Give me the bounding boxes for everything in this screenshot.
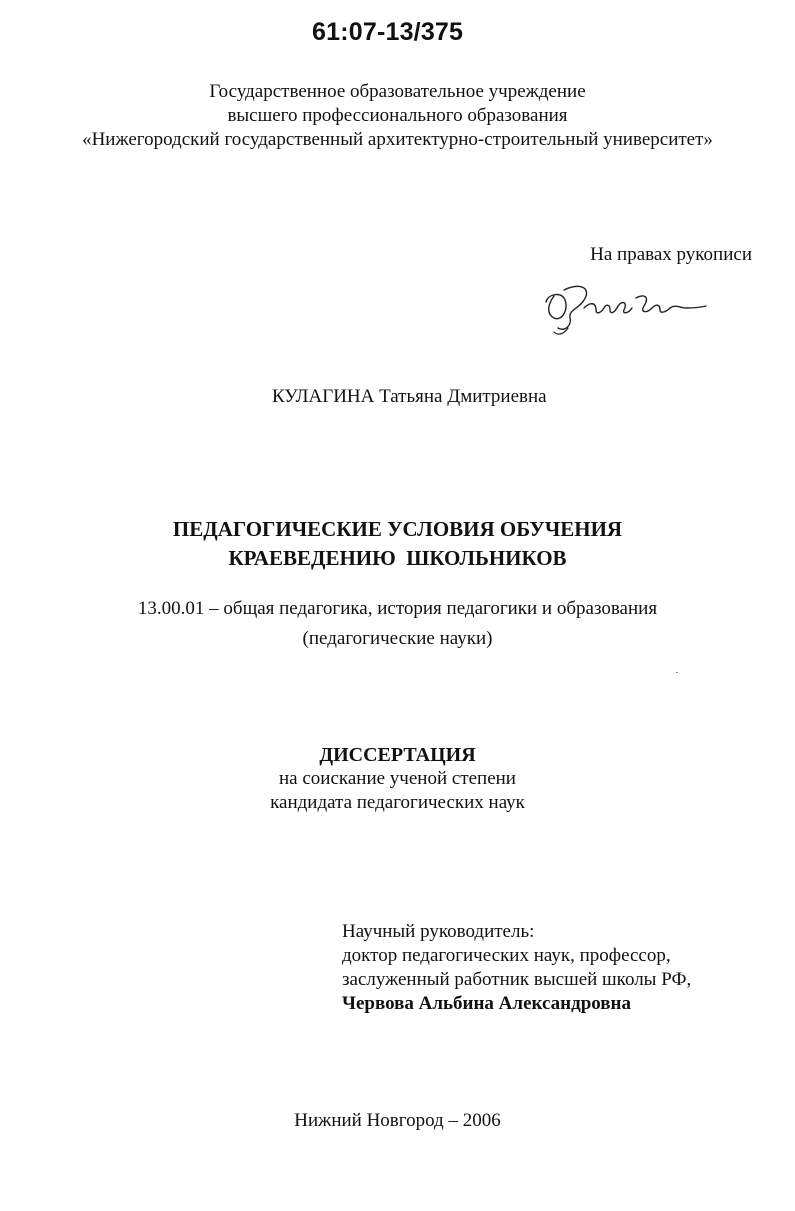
specialty-code-line: 13.00.01 – общая педагогика, история педагогики и образования xyxy=(137,598,658,619)
degree-block xyxy=(0,767,795,815)
advisor-label: Научный руководитель: xyxy=(342,921,535,942)
dissertation-heading: ДИССЕРТАЦИЯ xyxy=(319,744,476,766)
institution-block xyxy=(0,80,795,152)
advisor-name: Червова Альбина Александровна xyxy=(342,993,631,1014)
scan-speck xyxy=(676,672,678,673)
author-signature xyxy=(540,278,710,338)
title-line-1: ПЕДАГОГИЧЕСКИЕ УСЛОВИЯ ОБУЧЕНИЯ xyxy=(172,517,623,541)
title-line-2: КРАЕВЕДЕНИЮ ШКОЛЬНИКОВ xyxy=(228,546,567,570)
manuscript-rights: На правах рукописи xyxy=(590,244,752,265)
author-name: КУЛАГИНА Татьяна Дмитриевна xyxy=(272,386,547,407)
institution-line-1: Государственное образовательное учреждение xyxy=(209,81,586,102)
advisor-degree: доктор педагогических наук, профессор, xyxy=(342,945,671,966)
degree-line-1: на соискание ученой степени xyxy=(279,768,516,789)
institution-line-2: высшего профессионального образования xyxy=(227,105,568,126)
institution-line-3: «Нижегородский государственный архитектурно-строительный университет» xyxy=(82,129,713,150)
document-code: 61:07-13/375 xyxy=(312,18,464,46)
place-year: Нижний Новгород – 2006 xyxy=(294,1110,501,1131)
advisor-honor: заслуженный работник высшей школы РФ, xyxy=(342,969,692,990)
dissertation-title xyxy=(0,515,795,573)
advisor-block xyxy=(342,920,691,1016)
degree-line-2: кандидата педагогических наук xyxy=(270,792,525,813)
specialty-field-line: (педагогические науки) xyxy=(302,628,493,649)
specialty-block xyxy=(0,594,795,654)
